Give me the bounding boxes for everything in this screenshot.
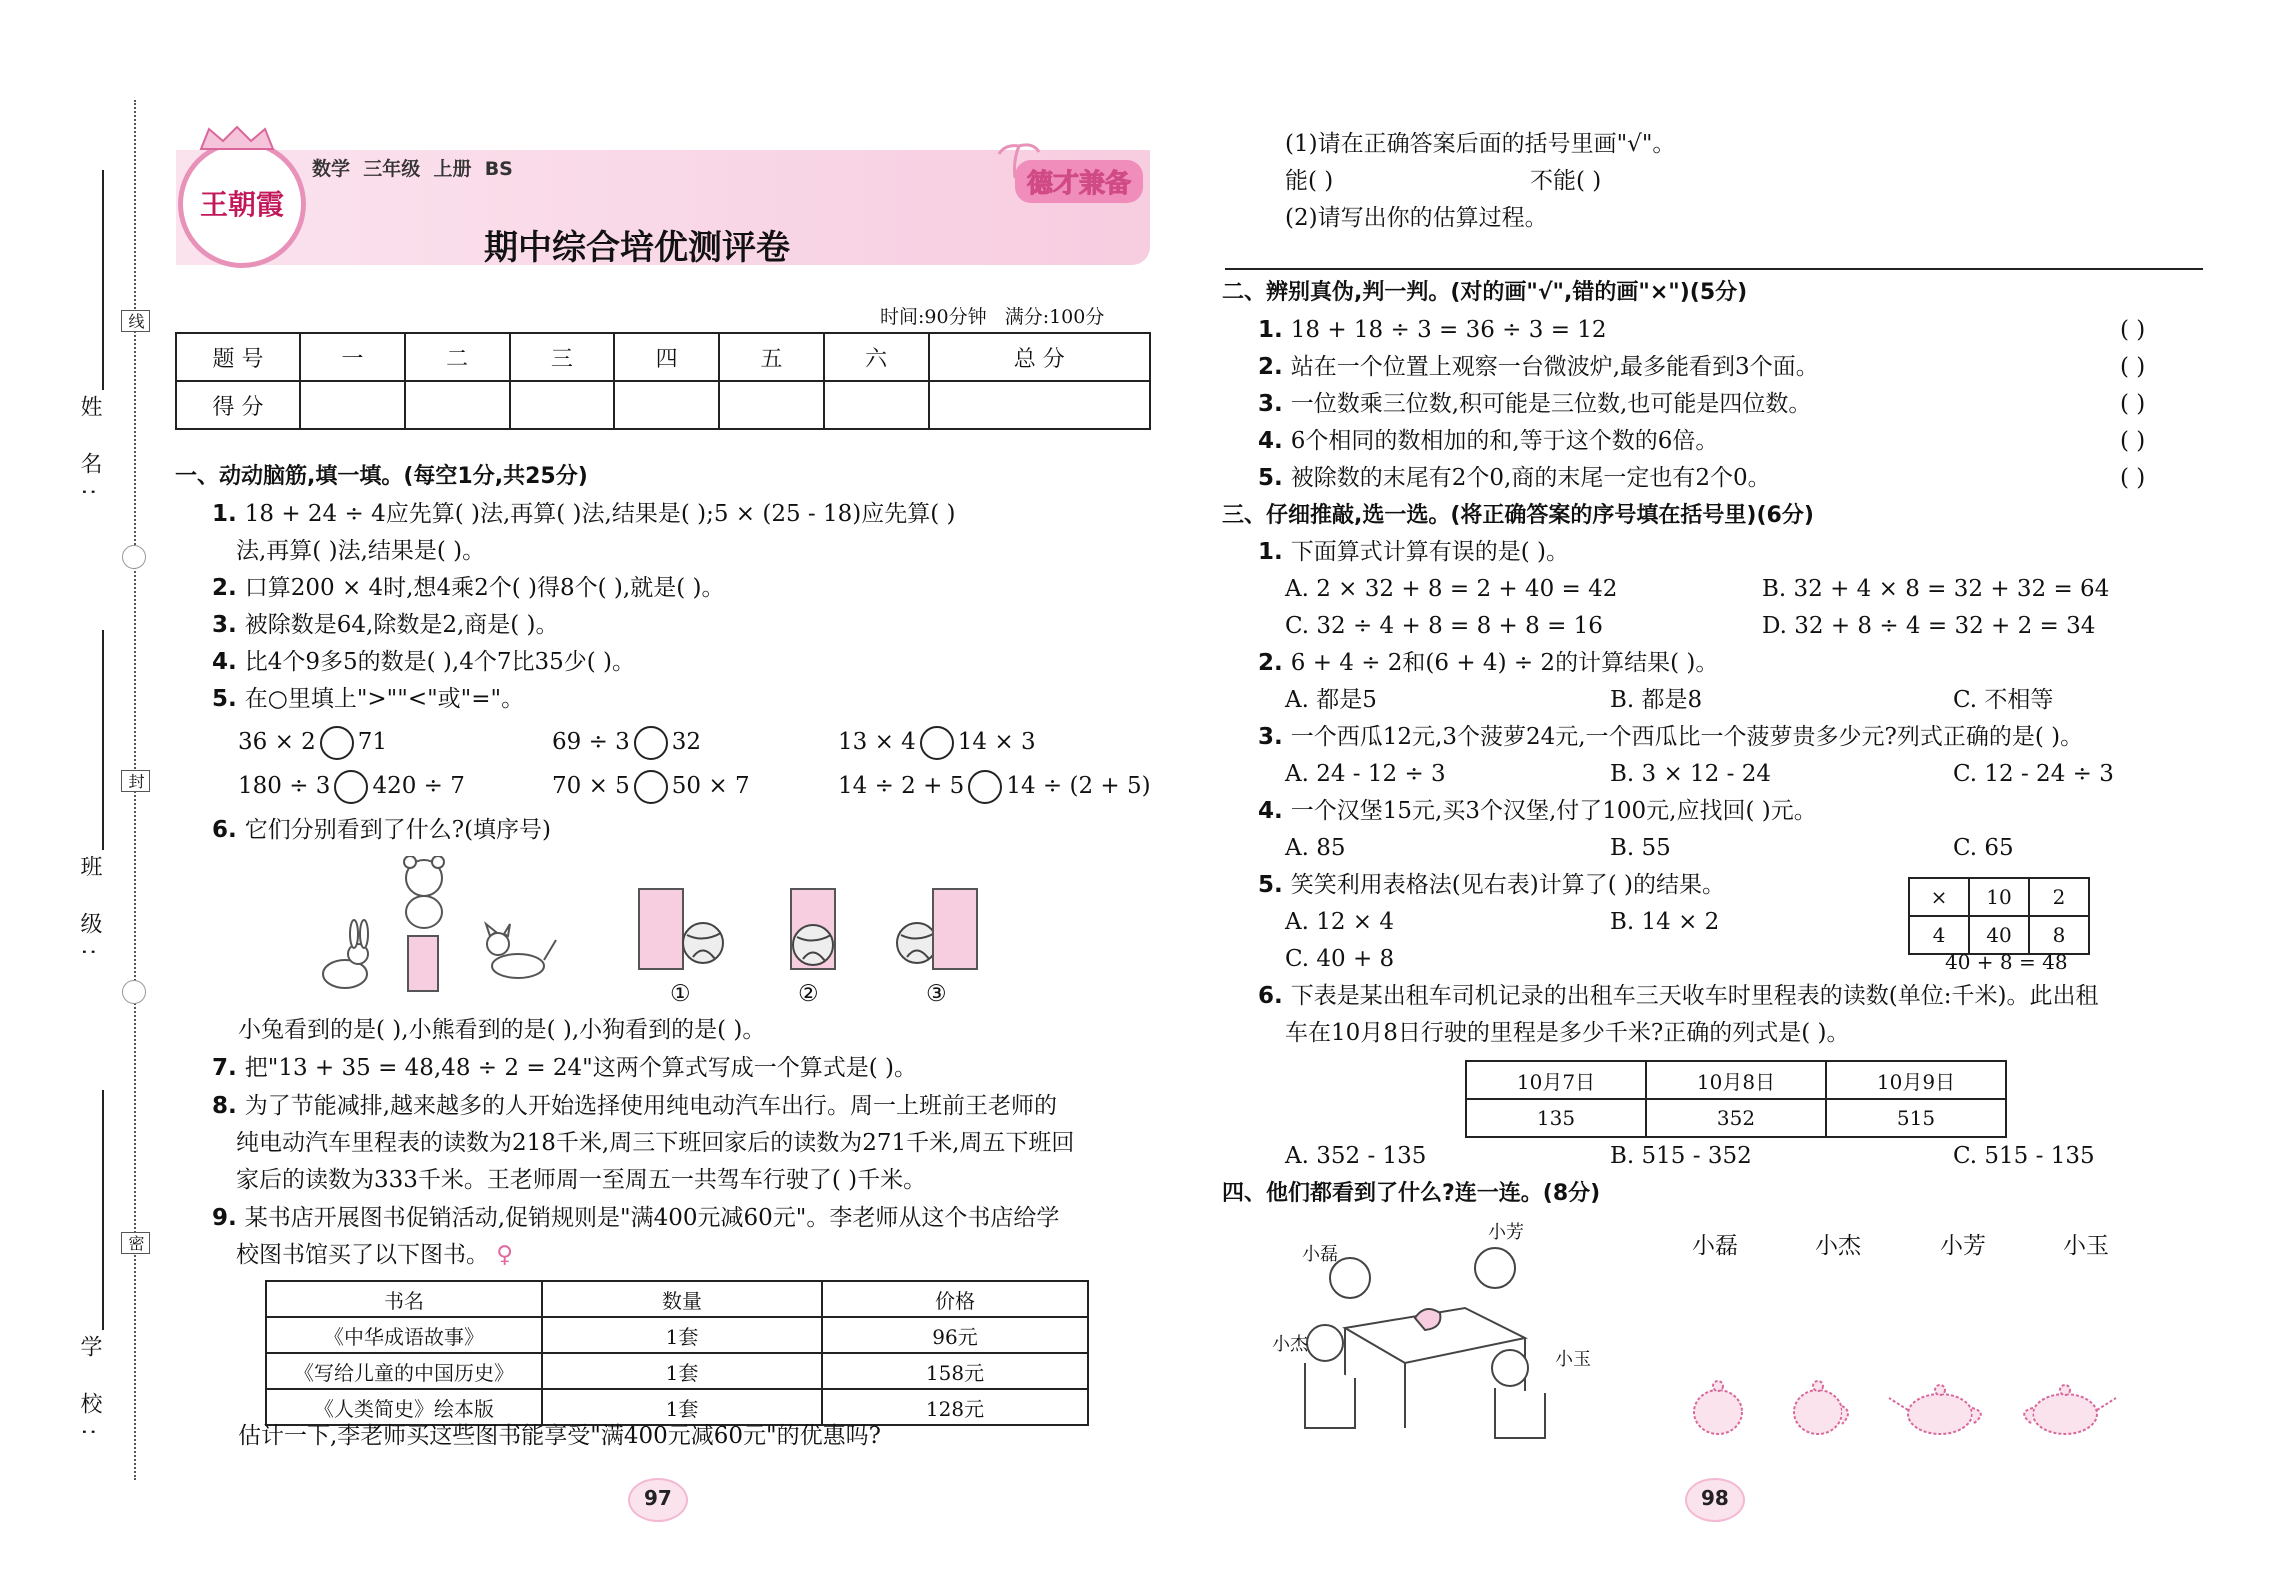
badge-tag: 德才兼备 bbox=[1015, 160, 1143, 203]
option[interactable]: C. 65 bbox=[1953, 835, 2014, 861]
option[interactable]: C. 515 - 135 bbox=[1953, 1143, 2095, 1169]
teapot-view-icon[interactable] bbox=[1778, 1372, 1858, 1442]
score-cell[interactable] bbox=[719, 381, 824, 429]
cut-mark-2 bbox=[122, 980, 146, 1004]
judge-item-3: 3. 一位数乘三位数,积可能是三位数,也可能是四位数。 bbox=[1258, 391, 1812, 417]
teapot-view-icon[interactable] bbox=[1678, 1372, 1758, 1442]
name-label: 姓 名: bbox=[77, 395, 102, 510]
table-row bbox=[266, 1317, 1088, 1353]
section1-title: 一、动动脑筋,填一填。(每空1分,共25分) bbox=[175, 464, 588, 489]
book-price-cell: 128元 bbox=[822, 1389, 1088, 1425]
section4-title: 四、他们都看到了什么?连一连。(8分) bbox=[1222, 1181, 1601, 1206]
view-label: ② bbox=[798, 981, 819, 1007]
judge-paren[interactable]: ( ) bbox=[2120, 354, 2146, 380]
q1-line1: 1. 18 + 24 ÷ 4应先算( )法,再算( )法,结果是( );5 × (25 - 18)应先算( ) bbox=[212, 501, 956, 527]
compare-item: 14 ÷ 2 + 5 14 ÷ (2 + 5) bbox=[838, 768, 1151, 805]
compare-item: 69 ÷ 3 32 bbox=[552, 724, 701, 761]
book-qty-cell: 1套 bbox=[542, 1317, 822, 1353]
scene-label-xiaolei: 小磊 bbox=[1302, 1244, 1338, 1265]
view-label: ① bbox=[670, 981, 691, 1007]
logo-badge bbox=[178, 140, 306, 268]
option[interactable]: C. 12 - 24 ÷ 3 bbox=[1953, 761, 2114, 787]
option[interactable]: C. 40 + 8 bbox=[1285, 946, 1395, 972]
grid-cell: 40 bbox=[1969, 916, 2029, 954]
option[interactable]: D. 32 + 8 ÷ 4 = 32 + 2 = 34 bbox=[1762, 613, 2096, 639]
score-header-cell: 一 bbox=[300, 333, 405, 381]
option[interactable]: A. 24 - 12 ÷ 3 bbox=[1285, 761, 1446, 787]
palm-icon bbox=[985, 140, 1045, 180]
judge-item-2: 2. 站在一个位置上观察一台微波炉,最多能看到3个面。 bbox=[1258, 354, 1819, 380]
view-1-image bbox=[637, 885, 727, 975]
score-cell[interactable] bbox=[929, 381, 1151, 429]
option[interactable]: B. 32 + 4 × 8 = 32 + 32 = 64 bbox=[1762, 576, 2110, 602]
school-label: 学 校: bbox=[77, 1335, 102, 1450]
taxi-table bbox=[1465, 1060, 2007, 1138]
score-row bbox=[176, 381, 1150, 429]
cut-mark-1 bbox=[122, 545, 146, 569]
option[interactable]: A. 85 bbox=[1285, 835, 1346, 861]
q6: 6. 它们分别看到了什么?(填序号) bbox=[212, 817, 552, 843]
hint-icon: ♀ bbox=[489, 1242, 514, 1268]
table-row bbox=[1466, 1099, 2006, 1137]
view-2-image bbox=[785, 885, 875, 975]
taxi-date-cell: 10月8日 bbox=[1646, 1061, 1826, 1099]
class-underline[interactable] bbox=[102, 630, 104, 850]
kid-name-xiaoyu[interactable]: 小玉 bbox=[2063, 1233, 2109, 1259]
crown-icon bbox=[197, 125, 277, 151]
q8-line1: 8. 为了节能减排,越来越多的人开始选择使用纯电动汽车出行。周一上班前王老师的 bbox=[212, 1093, 1058, 1119]
q8-line2: 纯电动汽车里程表的读数为218千米,周三下班回家后的读数为271千米,周五下班回 bbox=[236, 1130, 1075, 1156]
judge-item-5: 5. 被除数的末尾有2个0,商的末尾一定也有2个0。 bbox=[1258, 465, 1771, 491]
teapot-view-icon[interactable] bbox=[1885, 1372, 1995, 1442]
page-number-right: 98 bbox=[1701, 1486, 1729, 1510]
book-title-cell: 《中华成语故事》 bbox=[266, 1317, 542, 1353]
compare-circle[interactable] bbox=[334, 770, 368, 804]
option[interactable]: B. 515 - 352 bbox=[1610, 1143, 1752, 1169]
grid-cell: 8 bbox=[2029, 916, 2089, 954]
book-title-cell: 《人类简史》绘本版 bbox=[266, 1389, 542, 1425]
brand-text: 王朝霞 bbox=[199, 188, 284, 221]
grid-cell: 2 bbox=[2029, 878, 2089, 916]
compare-item: 70 × 5 50 × 7 bbox=[552, 768, 750, 805]
q7: 7. 把"13 + 35 = 48,48 ÷ 2 = 24"这两个算式写成一个算式是( )。 bbox=[212, 1055, 918, 1081]
compare-circle[interactable] bbox=[320, 726, 354, 760]
divider bbox=[1225, 268, 2203, 270]
score-header-cell: 二 bbox=[405, 333, 510, 381]
choice-q2: 2. 6 + 4 ÷ 2和(6 + 4) ÷ 2的计算结果( )。 bbox=[1258, 650, 1719, 676]
score-header-cell: 四 bbox=[614, 333, 719, 381]
mark-seal: 封 bbox=[121, 770, 150, 792]
compare-circle[interactable] bbox=[968, 770, 1002, 804]
option[interactable]: B. 14 × 2 bbox=[1610, 909, 1720, 935]
book-header-cell: 价格 bbox=[822, 1281, 1088, 1317]
school-underline[interactable] bbox=[102, 1090, 104, 1330]
option[interactable]: A. 12 × 4 bbox=[1285, 909, 1395, 935]
choice-q6-line1: 6. 下表是某出租车司机记录的出租车三天收车时里程表的读数(单位:千米)。此出租 bbox=[1258, 983, 2099, 1009]
choice-q1: 1. 下面算式计算有误的是( )。 bbox=[1258, 539, 1570, 565]
rabbit-icon bbox=[323, 920, 368, 988]
q3: 3. 被除数是64,除数是2,商是( )。 bbox=[212, 612, 559, 638]
q9-question: 估计一下,李老师买这些图书能享受"满400元减60元"的优惠吗? bbox=[238, 1423, 881, 1449]
q2: 2. 口算200 × 4时,想4乘2个( )得8个( ),就是( )。 bbox=[212, 575, 725, 601]
estimate-instruction: (1)请在正确答案后面的括号里画"√"。 bbox=[1285, 131, 1676, 157]
book-qty-cell: 1套 bbox=[542, 1389, 822, 1425]
book-table bbox=[265, 1280, 1089, 1426]
compare-circle[interactable] bbox=[634, 770, 668, 804]
score-header-cell: 三 bbox=[510, 333, 615, 381]
option[interactable]: A. 2 × 32 + 8 = 2 + 40 = 42 bbox=[1285, 576, 1618, 602]
q6-answer: 小兔看到的是( ),小熊看到的是( ),小狗看到的是( )。 bbox=[238, 1017, 766, 1043]
teapot-view-icon[interactable] bbox=[2010, 1372, 2120, 1442]
option[interactable]: C. 32 ÷ 4 + 8 = 8 + 8 = 16 bbox=[1285, 613, 1603, 639]
kid-name-xiaofang[interactable]: 小芳 bbox=[1940, 1233, 1986, 1259]
animals-illustration bbox=[300, 856, 560, 996]
compare-item: 36 × 2 71 bbox=[238, 724, 387, 761]
name-underline[interactable] bbox=[102, 170, 104, 390]
score-header-row bbox=[176, 333, 1150, 381]
score-header-cell: 五 bbox=[719, 333, 824, 381]
taxi-date-cell: 10月9日 bbox=[1826, 1061, 2006, 1099]
answer-no[interactable]: 不能( ) bbox=[1530, 168, 1602, 194]
q1-line2: 法,再算( )法,结果是( )。 bbox=[236, 538, 486, 564]
section3-title: 三、仔细推敲,选一选。(将正确答案的序号填在括号里)(6分) bbox=[1222, 503, 1814, 528]
subject-line: 数学 三年级 上册 BS bbox=[312, 158, 513, 180]
class-label: 班 级: bbox=[77, 855, 102, 970]
score-table bbox=[175, 332, 1151, 430]
choice-q6-line2: 车在10月8日行驶的里程是多少千米?正确的列式是( )。 bbox=[1285, 1020, 1850, 1046]
judge-item-1: 1. 18 + 18 ÷ 3 = 36 ÷ 3 = 12 bbox=[1258, 317, 1607, 343]
page-title: 期中综合培优测评卷 bbox=[484, 228, 790, 268]
judge-item-4: 4. 6个相同的数相加的和,等于这个数的6倍。 bbox=[1258, 428, 1719, 454]
q5: 5. 在○里填上">""<"或"="。 bbox=[212, 686, 525, 712]
book-price-cell: 158元 bbox=[822, 1353, 1088, 1389]
view-3-image bbox=[895, 885, 995, 975]
mark-secret: 密 bbox=[121, 1232, 150, 1254]
compare-item: 180 ÷ 3 420 ÷ 7 bbox=[238, 768, 465, 805]
cup-icon bbox=[408, 936, 438, 991]
option[interactable]: A. 都是5 bbox=[1285, 687, 1377, 713]
compare-item: 13 × 4 14 × 3 bbox=[838, 724, 1036, 761]
compare-circle[interactable] bbox=[634, 726, 668, 760]
time-score: 时间:90分钟 满分:100分 bbox=[880, 306, 1105, 328]
taxi-value-cell: 515 bbox=[1826, 1099, 2006, 1137]
book-header-cell: 数量 bbox=[542, 1281, 822, 1317]
judge-paren[interactable]: ( ) bbox=[2120, 428, 2146, 454]
judge-paren[interactable]: ( ) bbox=[2120, 465, 2146, 491]
book-title-cell: 《写给儿童的中国历史》 bbox=[266, 1353, 542, 1389]
q9-line2: 校图书馆买了以下图书。 ♀ bbox=[236, 1242, 514, 1268]
grid-row bbox=[1909, 878, 2089, 916]
taxi-date-cell: 10月7日 bbox=[1466, 1061, 1646, 1099]
choice-q3: 3. 一个西瓜12元,3个菠萝24元,一个西瓜比一个菠萝贵多少元?列式正确的是( )。 bbox=[1258, 724, 2084, 750]
q8-line3: 家后的读数为333千米。王老师周一至周五一共驾车行驶了( )千米。 bbox=[236, 1167, 927, 1193]
answer-yes[interactable]: 能( ) bbox=[1285, 168, 1334, 194]
dog-icon bbox=[486, 924, 556, 978]
estimate-process: (2)请写出你的估算过程。 bbox=[1285, 205, 1548, 231]
scene-label-xiaofang: 小芳 bbox=[1488, 1222, 1524, 1243]
book-qty-cell: 1套 bbox=[542, 1353, 822, 1389]
option[interactable]: B. 都是8 bbox=[1610, 687, 1703, 713]
q4: 4. 比4个9多5的数是( ),4个7比35少( )。 bbox=[212, 649, 636, 675]
section2-title: 二、辨别真伪,判一判。(对的画"√",错的画"×")(5分) bbox=[1222, 280, 1748, 305]
kid-name-xiaolei[interactable]: 小磊 bbox=[1692, 1233, 1738, 1259]
q9-line1: 9. 某书店开展图书促销活动,促销规则是"满400元减60元"。李老师从这个书店给学 bbox=[212, 1205, 1060, 1231]
option[interactable]: A. 352 - 135 bbox=[1285, 1143, 1427, 1169]
score-cell[interactable] bbox=[405, 381, 510, 429]
kid-name-xiaojie[interactable]: 小杰 bbox=[1815, 1233, 1861, 1259]
score-cell[interactable] bbox=[614, 381, 719, 429]
book-header-row bbox=[266, 1281, 1088, 1317]
judge-paren[interactable]: ( ) bbox=[2120, 317, 2146, 343]
score-cell[interactable] bbox=[824, 381, 929, 429]
book-header-cell: 书名 bbox=[266, 1281, 542, 1317]
taxi-value-cell: 352 bbox=[1646, 1099, 1826, 1137]
score-header-cell: 六 bbox=[824, 333, 929, 381]
score-cell[interactable] bbox=[300, 381, 405, 429]
judge-paren[interactable]: ( ) bbox=[2120, 391, 2146, 417]
option[interactable]: B. 55 bbox=[1610, 835, 1671, 861]
score-header-cell: 题 号 bbox=[176, 333, 300, 381]
grid-caption: 40 + 8 = 48 bbox=[1945, 950, 2068, 974]
grid-cell: 10 bbox=[1969, 878, 2029, 916]
scene-label-xiaoyu: 小玉 bbox=[1555, 1349, 1591, 1370]
compare-circle[interactable] bbox=[920, 726, 954, 760]
taxi-value-cell: 135 bbox=[1466, 1099, 1646, 1137]
option[interactable]: C. 不相等 bbox=[1953, 687, 2054, 713]
page-number-left: 97 bbox=[644, 1486, 672, 1510]
choice-q4: 4. 一个汉堡15元,买3个汉堡,付了100元,应找回( )元。 bbox=[1258, 798, 1817, 824]
view-label: ③ bbox=[926, 981, 947, 1007]
choice-q5: 5. 笑笑利用表格法(见右表)计算了( )的结果。 bbox=[1258, 872, 1725, 898]
score-header-cell: 总 分 bbox=[929, 333, 1151, 381]
table-row bbox=[266, 1353, 1088, 1389]
taxi-header-row bbox=[1466, 1061, 2006, 1099]
bear-icon bbox=[404, 856, 444, 928]
mark-line: 线 bbox=[121, 310, 150, 332]
grid-cell: × bbox=[1909, 878, 1969, 916]
score-cell[interactable] bbox=[510, 381, 615, 429]
book-price-cell: 96元 bbox=[822, 1317, 1088, 1353]
grid-cell: 4 bbox=[1909, 916, 1969, 954]
score-row-label: 得 分 bbox=[176, 381, 300, 429]
option[interactable]: B. 3 × 12 - 24 bbox=[1610, 761, 1771, 787]
scene-label-xiaojie: 小杰 bbox=[1272, 1334, 1308, 1355]
